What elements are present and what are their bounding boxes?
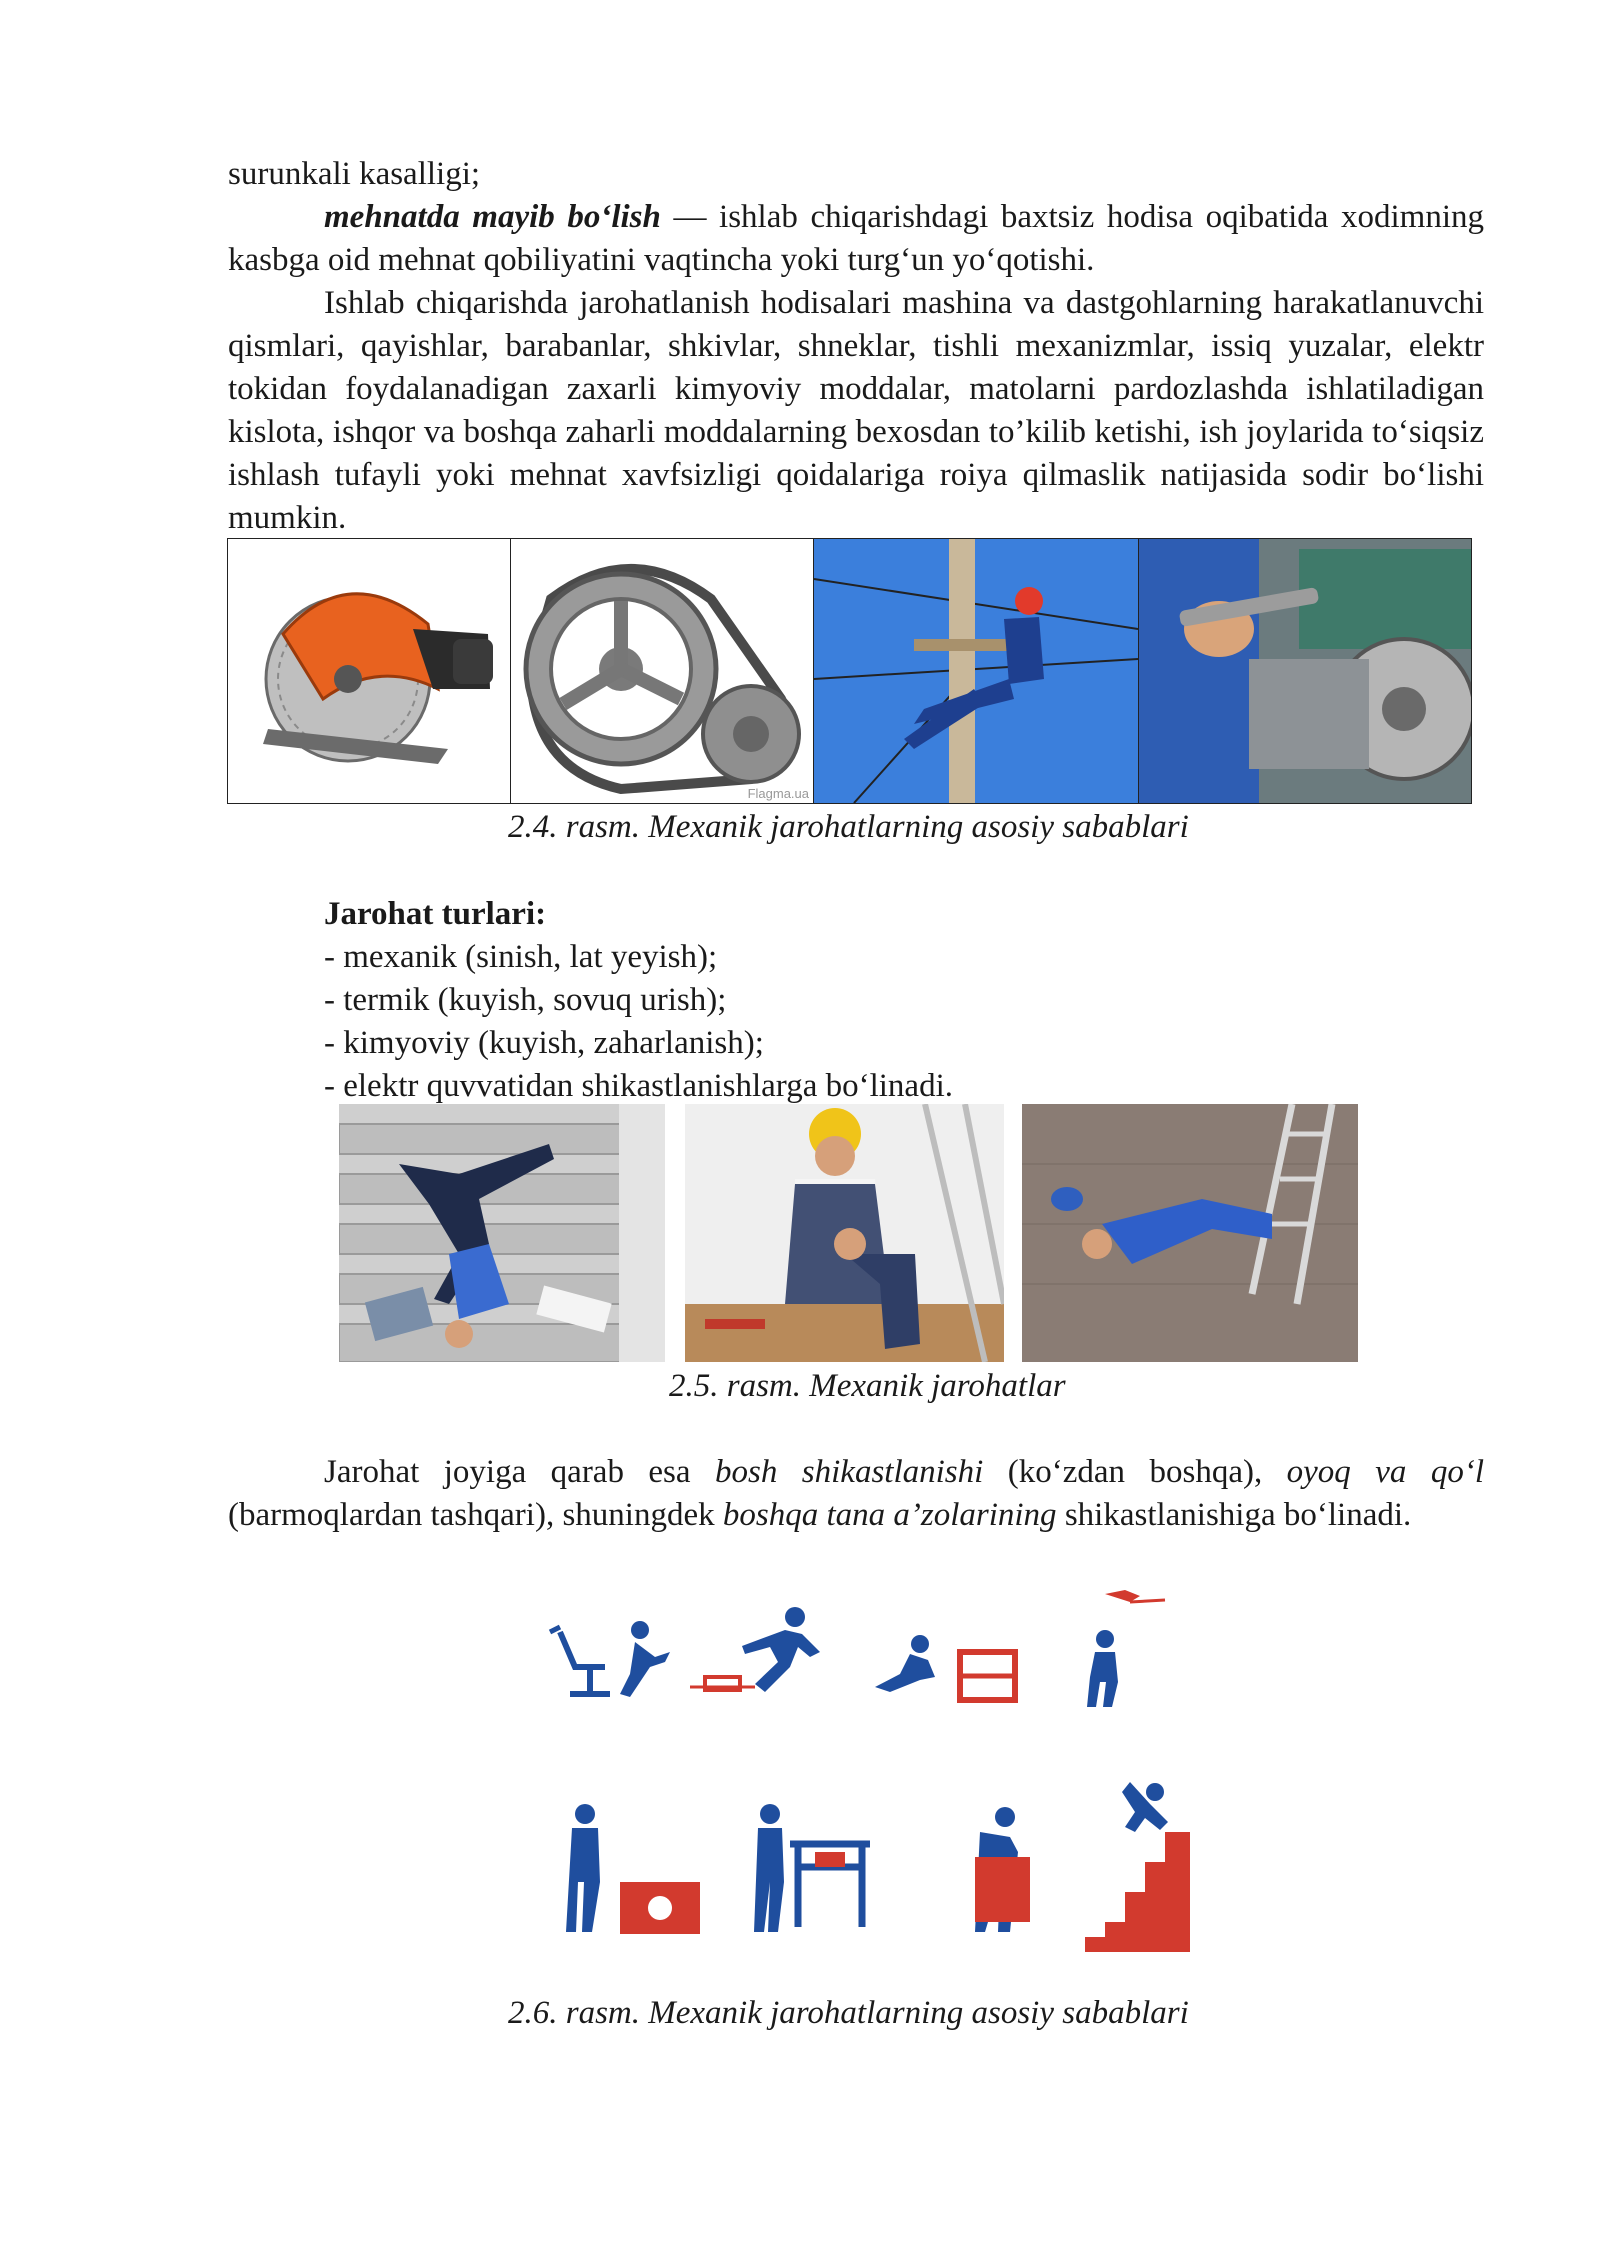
para-text: (ko‘zdan boshqa), [983,1454,1287,1490]
continuation-text: surunkali kasalligi; [228,156,481,192]
falling-object-icon [1087,1630,1118,1707]
injury-types-heading: Jarohat turlari: [324,896,547,932]
para-text: (barmoqlardan tashqari), shuningdek [228,1497,723,1533]
ladder-fall-image [1022,1104,1358,1362]
text-line-continuation [228,153,1484,196]
figure-2-4-caption: 2.4. rasm. Mexanik jarohatlarning asosiy sabablari [508,809,1189,845]
circular-saw-image [227,538,511,804]
hazard-box-icon [566,1804,600,1932]
slip-icon [875,1635,935,1692]
lineman-pole-image [813,538,1139,804]
definition-body: ishlab chiqarishdagi baxtsiz hodisa oqibatida xodimning kasbga oid mehnat qobiliyatini vaqtincha yoki turg‘un yo‘qotishi. [228,199,1485,278]
para-italic: oyoq va qo‘l [1286,1454,1485,1490]
injury-causes-paragraph: Ishlab chiqarishda jarohatlanish hodisalari mashina va dastgohlarning harakatlanuvchi qismlari, qayishlar, barabanlar, shkivlar, shneklar, tishli mexanizmlar, issiq yuzalar, elektr tokidan foydalanadigan zaxarli kimyoviy moddalar, matolarni pardozlashda ishlatiladigan kislota, ishqor va boshqa zaharli moddalarning bexosdan to’kilib ketishi, ish joylarida to‘siqsiz ishlash tufayli yoki mehnat xavfsizligi qoidalariga roiya qilmaslik natijasida sodir bo‘lishi mumkin. [228,285,1484,536]
injury-location-paragraph [228,1451,1484,1537]
para-text: Jarohat joyiga qarab esa [324,1454,715,1490]
definition-term: mehnatda mayib bo‘lish [324,199,661,235]
knee-injury-image [685,1104,1004,1362]
trip-icon [742,1607,820,1692]
figure-2-6-caption: 2.6. rasm. Mexanik jarohatlarning asosiy sabablari [508,1995,1189,2031]
injury-types-block [228,893,1484,1108]
definition-paragraph [228,196,1484,282]
stairs-fall-image [339,1104,665,1362]
definition-dash: — [660,199,720,235]
belt-pulley-image [510,538,814,804]
para-text: shikastlanishiga bo‘linadi. [1056,1497,1412,1533]
lathe-worker-image [1138,538,1472,804]
table-hazard-icon [754,1804,870,1932]
figure-2-5-caption: 2.5. rasm. Mexanik jarohatlar [669,1368,1066,1404]
chair-fall-icon [550,1621,670,1697]
injury-type-item: - elektr quvvatidan shikastlanishlarga bo‘linadi. [324,1068,953,1104]
para-italic: bosh shikastlanishi [715,1454,984,1490]
injury-type-item: - kimyoviy (kuyish, zaharlanish); [324,1025,764,1061]
figure-2-6 [540,1582,1190,1972]
stair-fall-icon [1122,1782,1168,1832]
injury-type-item: - mexanik (sinish, lat yeyish); [324,939,718,975]
image-watermark: Flagma.ua [747,786,809,801]
injury-type-item: - termik (kuyish, sovuq urish); [324,982,727,1018]
para-italic: boshqa tana a’zolarining [722,1497,1057,1533]
